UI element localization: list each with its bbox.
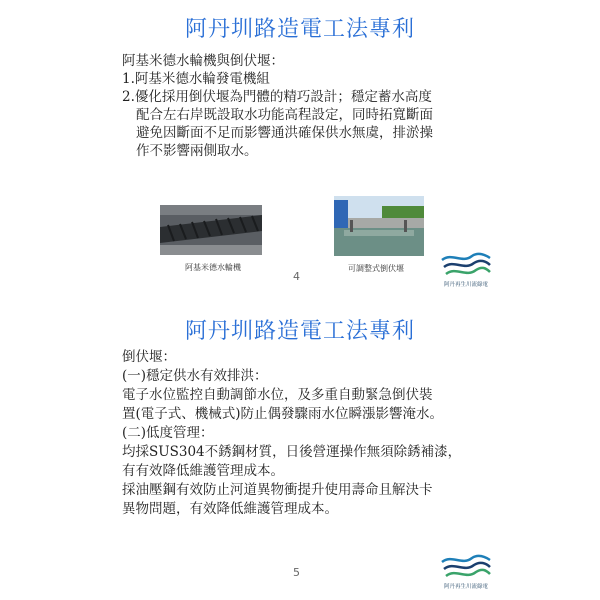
body-line: (一)穩定供水有效排洪： <box>122 368 268 384</box>
photo-caption: 可調整式倒伏堰 <box>348 264 404 273</box>
logo-text: 阿丹再生川流綠電 <box>443 282 488 288</box>
wave-logo-icon <box>438 250 494 280</box>
body-line: 2.優化採用倒伏堰為門體的精巧設計；穩定蓄水高度 <box>122 89 432 105</box>
body-line: 採油壓鋼有效防止河道異物衝提升使用壽命且解決卡 <box>122 482 433 498</box>
body-line: 配合左右岸既設取水功能高程設定，同時拓寬斷面 <box>136 107 433 123</box>
body-line: 作不影響兩側取水。 <box>136 143 258 159</box>
slide-title: 阿丹圳路造電工法專利 <box>184 319 415 344</box>
body-line: 避免因斷面不足而影響通洪確保供水無虞，排淤操 <box>136 125 433 141</box>
page-number: 5 <box>293 566 300 579</box>
body-line: 阿基米德水輪機與倒伏堰： <box>122 53 284 69</box>
wave-logo-icon <box>438 552 494 582</box>
archimedes-wheel-photo <box>160 205 262 255</box>
slide-body <box>122 52 502 160</box>
body-line: 電子水位監控自動調節水位，及多重自動緊急倒伏裝 <box>122 387 433 403</box>
body-line: 置(電子式、機械式)防止偶發驟雨水位瞬漲影響淹水。 <box>122 406 444 422</box>
company-logo <box>438 250 494 290</box>
body-line: 倒伏堰： <box>122 349 176 365</box>
slide-body <box>122 348 502 519</box>
body-line: (二)低度管理： <box>122 425 214 441</box>
photo-caption: 阿基米德水輪機 <box>185 263 241 272</box>
body-line: 異物問題，有效降低維護管理成本。 <box>122 501 338 517</box>
page-number: 4 <box>293 270 300 283</box>
body-line: 有有效降低維護管理成本。 <box>122 463 284 479</box>
slide-5 <box>0 300 600 600</box>
body-line: 1.阿基米德水輪發電機組 <box>122 71 270 87</box>
weir-photo <box>334 196 424 256</box>
logo-text: 阿丹再生川流綠電 <box>443 584 488 590</box>
slide-title: 阿丹圳路造電工法專利 <box>184 17 415 42</box>
company-logo <box>438 552 494 592</box>
body-line: 均採SUS304不銹鋼材質，日後營運操作無須除銹補漆， <box>122 444 462 460</box>
